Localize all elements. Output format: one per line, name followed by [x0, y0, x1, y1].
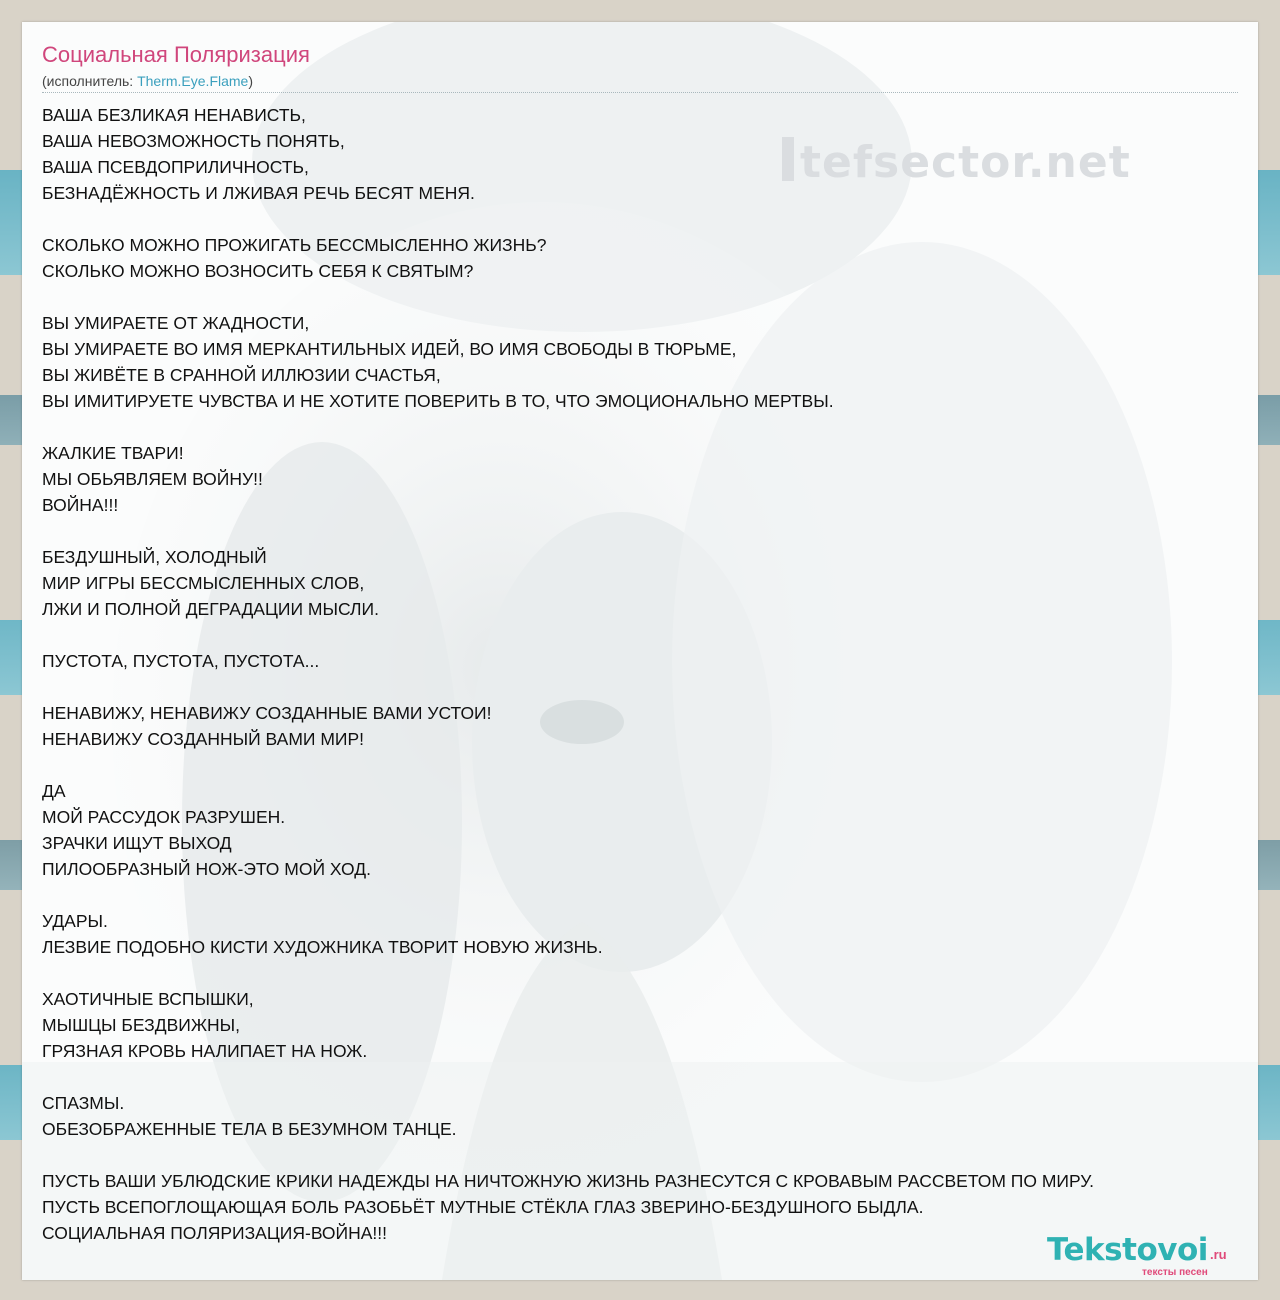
lyric-line: ХАОТИЧНЫЕ ВСПЫШКИ, — [42, 989, 254, 1009]
lyric-line: СКОЛЬКО МОЖНО ВОЗНОСИТЬ СЕБЯ К СВЯТЫМ? — [42, 261, 474, 281]
lyric-line: СКОЛЬКО МОЖНО ПРОЖИГАТЬ БЕССМЫСЛЕННО ЖИЗНЬ? — [42, 235, 547, 255]
lyric-line — [42, 1064, 1258, 1090]
lyric-line: ВЫ ЖИВЁТЕ В СРАННОЙ ИЛЛЮЗИИ СЧАСТЬЯ, — [42, 365, 441, 385]
lyric-line: ВОЙНА!!! — [42, 495, 119, 515]
site-logo[interactable] — [1047, 1232, 1247, 1280]
lyric-line — [42, 882, 1258, 908]
logo-name: Tekstovoi — [1047, 1232, 1208, 1268]
lyric-line: МЫ ОБЬЯВЛЯЕМ ВОЙНУ!! — [42, 469, 263, 489]
lyric-line: НЕНАВИЖУ СОЗДАННЫЙ ВАМИ МИР! — [42, 729, 365, 749]
lyric-line — [42, 960, 1258, 986]
lyric-line: ВАША БЕЗЛИКАЯ НЕНАВИСТЬ, — [42, 105, 306, 125]
lyric-line: МОЙ РАССУДОК РАЗРУШЕН. — [42, 807, 286, 827]
lyrics-text — [42, 102, 1258, 1246]
title-divider — [42, 92, 1238, 93]
lyric-line — [42, 414, 1258, 440]
lyric-line: ОБЕЗОБРАЖЕННЫЕ ТЕЛА В БЕЗУМНОМ ТАНЦЕ. — [42, 1119, 457, 1139]
lyric-line: ДА — [42, 781, 66, 801]
lyric-line — [42, 674, 1258, 700]
lyric-line: НЕНАВИЖУ, НЕНАВИЖУ СОЗДАННЫЕ ВАМИ УСТОИ! — [42, 703, 492, 723]
lyric-line: МЫШЦЫ БЕЗДВИЖНЫ, — [42, 1015, 241, 1035]
lyric-line: ПИЛООБРАЗНЫЙ НОЖ-ЭТО МОЙ ХОД. — [42, 859, 371, 879]
lyric-line — [42, 284, 1258, 310]
lyric-line — [42, 206, 1258, 232]
lyric-line: СОЦИАЛЬНАЯ ПОЛЯРИЗАЦИЯ-ВОЙНА!!! — [42, 1223, 388, 1243]
lyric-line: ЖАЛКИЕ ТВАРИ! — [42, 443, 184, 463]
artist-line — [42, 73, 253, 89]
lyric-line: СПАЗМЫ. — [42, 1093, 125, 1113]
lyric-line: ГРЯЗНАЯ КРОВЬ НАЛИПАЕТ НА НОЖ. — [42, 1041, 368, 1061]
lyric-line: ПУСТЬ ВАШИ УБЛЮДСКИЕ КРИКИ НАДЕЖДЫ НА НИЧТОЖНУЮ ЖИЗНЬ РАЗНЕСУТСЯ С КРОВАВЫМ РАССВЕТОМ ПО МИРУ. — [42, 1171, 1094, 1191]
lyric-line: ВЫ ИМИТИРУЕТЕ ЧУВСТВА И НЕ ХОТИТЕ ПОВЕРИТЬ В ТО, ЧТО ЭМОЦИОНАЛЬНО МЕРТВЫ. — [42, 391, 834, 411]
lyric-line — [42, 518, 1258, 544]
lyric-line: ВЫ УМИРАЕТЕ ОТ ЖАДНОСТИ, — [42, 313, 310, 333]
song-title: Социальная Поляризация — [42, 42, 310, 67]
lyric-line: ВАША НЕВОЗМОЖНОСТЬ ПОНЯТЬ, — [42, 131, 345, 151]
artist-prefix: (исполнитель: — [42, 73, 138, 89]
lyric-line: ЛЕЗВИЕ ПОДОБНО КИСТИ ХУДОЖНИКА ТВОРИТ НОВУЮ ЖИЗНЬ. — [42, 937, 603, 957]
lyric-line: ЛЖИ И ПОЛНОЙ ДЕГРАДАЦИИ МЫСЛИ. — [42, 599, 379, 619]
logo-tld: .ru — [1210, 1247, 1227, 1262]
lyric-line — [42, 622, 1258, 648]
lyric-line: ПУСТОТА, ПУСТОТА, ПУСТОТА... — [42, 651, 320, 671]
lyric-line: ЗРАЧКИ ИЩУТ ВЫХОД — [42, 833, 232, 853]
lyric-line: УДАРЫ. — [42, 911, 108, 931]
lyrics-panel — [22, 22, 1258, 1280]
lyric-line: ПУСТЬ ВСЕПОГЛОЩАЮЩАЯ БОЛЬ РАЗОБЬЁТ МУТНЫЕ СТЁКЛА ГЛАЗ ЗВЕРИНО-БЕЗДУШНОГО БЫДЛА. — [42, 1197, 924, 1217]
lyric-line: МИР ИГРЫ БЕССМЫСЛЕННЫХ СЛОВ, — [42, 573, 365, 593]
lyric-line: БЕЗДУШНЫЙ, ХОЛОДНЫЙ — [42, 547, 267, 567]
lyric-line: БЕЗНАДЁЖНОСТЬ И ЛЖИВАЯ РЕЧЬ БЕСЯТ МЕНЯ. — [42, 183, 475, 203]
lyric-line: ВАША ПСЕВДОПРИЛИЧНОСТЬ, — [42, 157, 309, 177]
logo-tagline: тексты песен — [1142, 1267, 1208, 1278]
artist-link[interactable]: Therm.Eye.Flame — [137, 73, 249, 89]
lyric-line — [42, 752, 1258, 778]
lyric-line — [42, 1142, 1258, 1168]
artist-suffix: ) — [248, 73, 254, 89]
lyric-line: ВЫ УМИРАЕТЕ ВО ИМЯ МЕРКАНТИЛЬНЫХ ИДЕЙ, ВО ИМЯ СВОБОДЫ В ТЮРЬМЕ, — [42, 339, 737, 359]
site-watermark: tefsector.net — [782, 137, 1131, 188]
